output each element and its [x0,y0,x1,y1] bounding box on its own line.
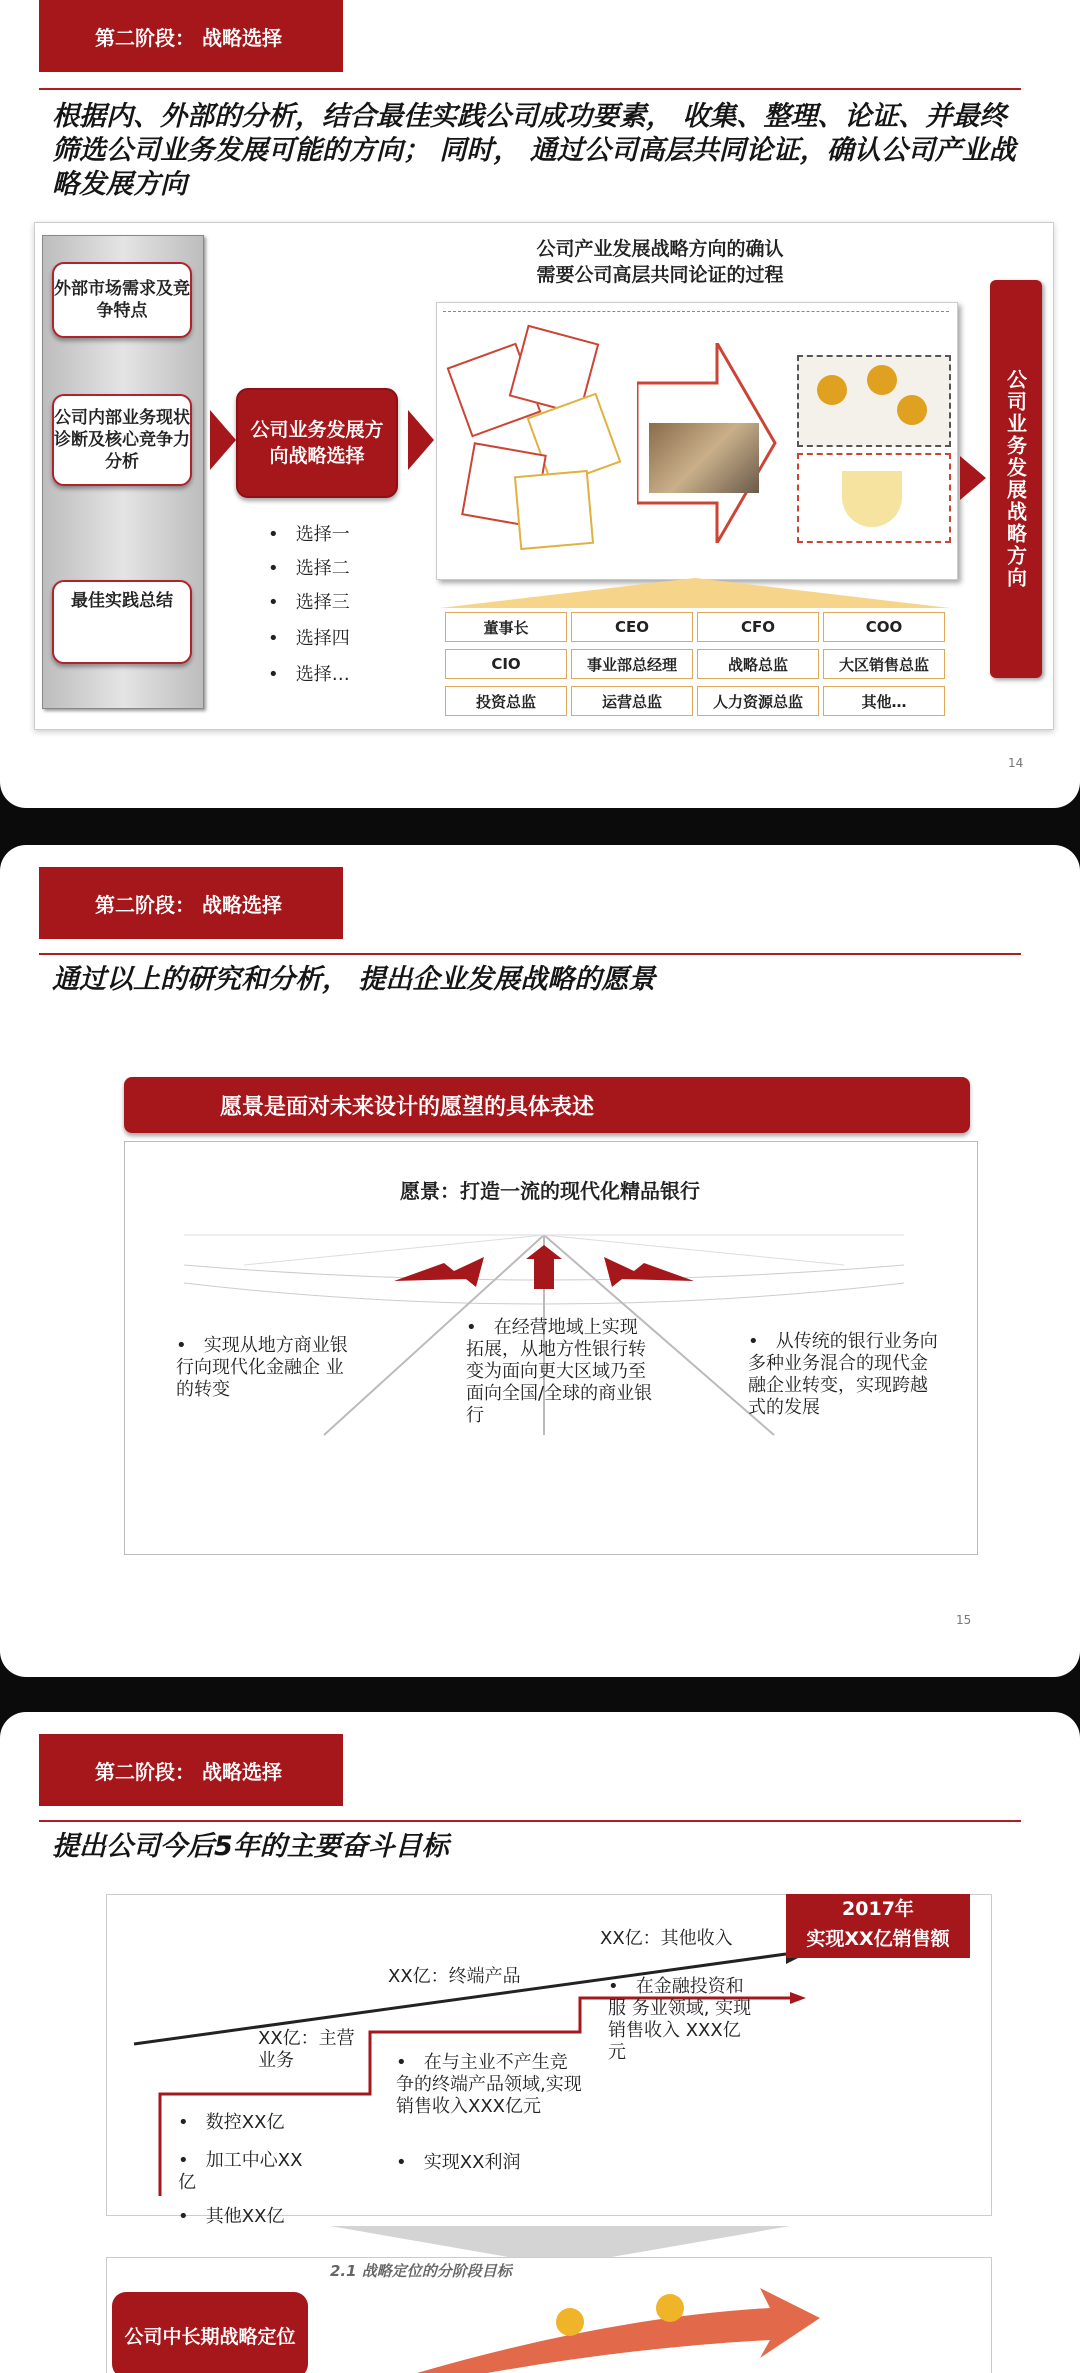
input-external-market: 外部市场需求及竞争特点 [52,262,192,338]
coin-icon [817,375,847,405]
step1-item: • 加工中心XX亿 [178,2150,303,2193]
slide-15 [0,845,1080,1677]
strategy-choice-box: 公司业务发展方向战略选择 [236,388,398,498]
arrow-right-icon [408,410,434,470]
vision-banner: 愿景是面对未来设计的愿望的具体表述 [124,1077,970,1133]
vision-point-3: • 从传统的银行业务向多种业务混合的现代金融企业转变，实现跨越式的发展 [748,1331,938,1418]
divider [39,953,1021,955]
role-box: CFO [697,612,819,642]
strategy-position-box: 公司中长期战略定位 [112,2292,308,2373]
process-title [440,236,880,288]
step2-item: • 在与主业不产生竞争的终端产品领域,实现销售收入XXX亿元 [396,2052,582,2117]
role-box: 事业部总经理 [571,649,693,679]
arrow-right-icon [960,456,986,500]
vision-statement: 愿景：打造一流的现代化精品银行 [400,1179,700,1203]
role-box: 董事长 [445,612,567,642]
slide-heading: 通过以上的研究和分析， 提出企业发展战略的愿景 [52,964,656,995]
stage-arrow [400,2278,820,2373]
option-item: • 选择四 [268,628,350,649]
phase-label: 第二阶段： 战略选择 [39,867,343,939]
role-box: COO [823,612,945,642]
role-box: 运营总监 [571,686,693,716]
goal-box [786,1894,970,1958]
vision-point-2: • 在经营地域上实现拓展，从地方性银行转变为面向更大区域乃至面向全国/全球的商业银行 [466,1317,653,1426]
divider [39,88,1021,90]
step2-item: • 实现XX利润 [396,2152,521,2173]
input-best-practice: 最佳实践总结 [52,580,192,664]
bottom-caption: 2.1 战略定位的分阶段目标 [330,2262,512,2280]
arrow-right-icon [210,410,236,470]
option-item: • 选择三 [268,592,350,613]
slide-14 [0,0,1080,808]
phase-label: 第二阶段： 战略选择 [39,0,343,72]
page-number: 15 [956,1613,972,1627]
option-item: • 选择… [268,664,350,685]
process-title-line-2: 需要公司高层共同论证的过程 [536,264,784,286]
option-item: • 选择二 [268,558,350,579]
step1-title: XX亿：主营业务 [258,2028,355,2071]
direction-banner: 公司业务发展战略方向 [990,280,1042,678]
step2-title: XX亿：终端产品 [388,1966,521,1987]
step1-item: • 数控XX亿 [178,2112,285,2133]
coin-icon [897,395,927,425]
page-number: 14 [1008,756,1024,770]
role-box: 投资总监 [445,686,567,716]
slide-16 [0,1712,1080,2373]
vision-point-1: • 实现从地方商业银 行向现代化金融企 业的转变 [176,1335,348,1400]
divider [39,1820,1021,1822]
gold-fan [440,578,950,608]
step3-title: XX亿：其他收入 [600,1928,733,1949]
role-box: 其他… [823,686,945,716]
role-box: 人力资源总监 [697,686,819,716]
phase-label: 第二阶段： 战略选择 [39,1734,343,1806]
role-box: 战略总监 [697,649,819,679]
slide-heading: 提出公司今后5年的主要奋斗目标 [52,1831,449,1862]
puzzle-piece-icon [514,470,594,550]
step3-item: • 在金融投资和服 务业领域, 实现 销售收入 XXX亿 元 [608,1976,752,2063]
goal-text: 实现XX亿销售额 [806,1928,950,1950]
process-illustration [436,302,958,580]
step1-item: • 其他XX亿 [178,2206,285,2227]
role-box: CEO [571,612,693,642]
slide-heading: 根据内、外部的分析，结合最佳实践公司成功要素， 收集、整理、论证、并最终筛选公司业务发展可能的方向； 同时， 通过公司高层共同论证，确认公司产业战略发展方向 [52,101,1016,200]
role-box: 大区销售总监 [823,649,945,679]
meeting-photo [649,423,759,493]
coin-icon [867,365,897,395]
goal-year: 2017年 [842,1898,914,1920]
option-item: • 选择一 [268,524,350,545]
role-box: CIO [445,649,567,679]
input-internal-diagnosis: 公司内部业务现状诊断及核心竞争力分析 [52,394,192,486]
process-title-line-1: 公司产业发展战略方向的确认 [536,238,784,260]
